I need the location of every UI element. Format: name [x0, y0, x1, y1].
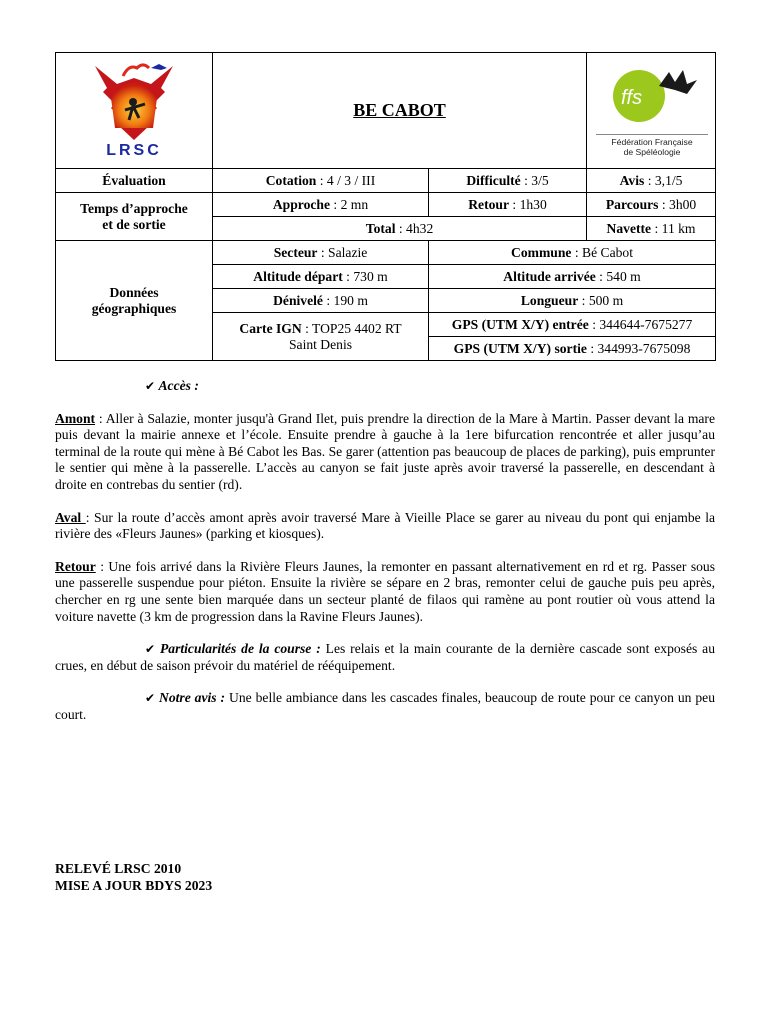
- ffs-logo-cell: [587, 53, 716, 169]
- geo-label-line2: géographiques: [91, 300, 177, 316]
- parcours-value: : 3h00: [658, 196, 697, 212]
- cotation-cell: [213, 169, 429, 193]
- info-table: [55, 52, 716, 361]
- checkmark-icon: ✔: [145, 642, 156, 657]
- ffs-line2: de Spéléologie: [623, 147, 681, 157]
- altitude-depart-cell: [213, 265, 429, 289]
- particularites-label: Particularités de la course :: [159, 641, 321, 657]
- temps-label-line1: Temps d’approche: [80, 200, 188, 216]
- lrsc-logo-cell: [56, 53, 213, 169]
- difficulte-label: Difficulté: [466, 172, 521, 188]
- gps-entree-label: GPS (UTM X/Y) entrée: [451, 316, 589, 332]
- avis-value: : 3,1/5: [644, 172, 683, 188]
- gps-entree-cell: [429, 313, 716, 337]
- parcours-cell: [587, 193, 716, 217]
- ffs-logo-mark: ffs: [621, 87, 643, 109]
- ffs-bat-icon: [601, 64, 701, 124]
- denivele-label: Dénivelé: [273, 292, 323, 308]
- difficulte-value: : 3/5: [520, 172, 549, 188]
- denivele-value: : 190 m: [322, 292, 368, 308]
- acces-heading: [55, 378, 715, 395]
- lrsc-logo-text: LRSC: [106, 142, 162, 159]
- altitude-depart-value: : 730 m: [342, 268, 388, 284]
- cotation-value: : 4 / 3 / III: [316, 172, 376, 188]
- footer-line2: MISE A JOUR BDYS 2023: [55, 878, 213, 893]
- amont-paragraph: [55, 411, 715, 494]
- gps-entree-value: : 344644-7675277: [588, 316, 693, 332]
- navette-value: : 11 km: [651, 220, 696, 236]
- secteur-cell: [213, 241, 429, 265]
- navette-label: Navette: [606, 220, 652, 236]
- page-title: BE CABOT: [353, 99, 446, 120]
- avis-label: Notre avis :: [159, 690, 226, 706]
- temps-label-line2: et de sortie: [102, 216, 166, 232]
- retour-text: : Une fois arrivé dans la Rivière Fleurs Jaunes, la remonter en passant alternativement en rd et rg. Passer sous une passerelle suspendue pour piéton. Ensuite la rivière se sépare en 2 bras, remonter celui de gauche puis peu après, chercher en rg une sente bien marquée dans un secteur planté de filaos qui ramène au pont routier où vous attend la voiture navette (3 km de progression dans la Ravine Fleurs Jaunes).: [55, 558, 715, 624]
- parcours-label: Parcours: [605, 196, 659, 212]
- carte-cell: [213, 313, 429, 361]
- approche-cell: [213, 193, 429, 217]
- avis-label: Avis: [619, 172, 645, 188]
- retour-paragraph: [55, 559, 715, 625]
- particularites-paragraph: [55, 641, 715, 674]
- altitude-depart-label: Altitude départ: [253, 268, 343, 284]
- secteur-label: Secteur: [273, 244, 318, 260]
- carte-label: Carte IGN: [239, 320, 302, 336]
- navette-cell: [587, 217, 716, 241]
- acces-heading-text: Accès :: [158, 378, 199, 393]
- retour-label: Retour: [468, 196, 510, 212]
- carte-value: : TOP25 4402 RT: [301, 320, 402, 336]
- description-body: [55, 378, 715, 724]
- altitude-arrivee-cell: [429, 265, 716, 289]
- particularites-text: Les relais et la main courante de la dernière cascade sont exposés au crues, en début de saison prévoir du matériel de rééquipement.: [55, 641, 715, 673]
- total-value: : 4h32: [395, 220, 434, 236]
- secteur-value: : Salazie: [317, 244, 368, 260]
- longueur-cell: [429, 289, 716, 313]
- lrsc-logo: [89, 58, 179, 163]
- avis-cell: [587, 169, 716, 193]
- gps-sortie-value: : 344993-7675098: [586, 340, 691, 356]
- commune-label: Commune: [511, 244, 572, 260]
- cotation-label: Cotation: [265, 172, 317, 188]
- approche-value: : 2 mn: [330, 196, 369, 212]
- geo-label: [56, 241, 213, 361]
- commune-cell: [429, 241, 716, 265]
- avis-text: Une belle ambiance dans les cascades finales, beaucoup de route pour ce canyon un peu court.: [55, 690, 715, 722]
- geo-label-line1: Données: [109, 284, 159, 300]
- gps-sortie-label: GPS (UTM X/Y) sortie: [453, 340, 587, 356]
- retour-value: : 1h30: [509, 196, 547, 212]
- avis-paragraph: [55, 690, 715, 723]
- aval-text: : Sur la route d’accès amont après avoir traversé Mare à Vieille Place se garer au niveau du pont qui enjambe la rivière des «Fleurs Jaunes» (parking et kiosques).: [55, 509, 716, 542]
- ffs-logo: [596, 64, 706, 157]
- amont-text: : Aller à Salazie, monter jusqu'à Grand Ilet, puis prendre la direction de la Mare à Martin. Passer devant la mare puis devant la mairie annexe et l’école. Ensuite prendre à gauche à la 1ere bifurcation rencontrée et aller jusqu’au terminal de la route qui mène à Bé Cabot les Bas. Se garer (attention pas beaucoup de places de parking), puis emprunter le sentier qui mène à la passerelle. L’accès au canyon se fait juste après avoir traversé la passerelle, en descendant à droite en contrebas du sentier (rd).: [55, 410, 715, 492]
- gps-sortie-cell: [429, 337, 716, 361]
- fiche-table: [55, 52, 715, 361]
- ffs-logo-caption: [596, 134, 708, 157]
- difficulte-cell: [429, 169, 587, 193]
- retour-cell: [429, 193, 587, 217]
- altitude-arrivee-label: Altitude arrivée: [503, 268, 596, 284]
- approche-label: Approche: [272, 196, 330, 212]
- amont-label: Amont: [55, 410, 96, 426]
- denivele-cell: [213, 289, 429, 313]
- aval-paragraph: [55, 510, 715, 543]
- evaluation-label: Évaluation: [56, 169, 213, 193]
- ffs-line1: Fédération Française: [611, 137, 693, 147]
- temps-label: [56, 193, 213, 241]
- volcano-bat-icon: [89, 58, 179, 144]
- footer-line1: RELEVÉ LRSC 2010: [55, 861, 182, 876]
- title-cell: [213, 53, 587, 169]
- commune-value: : Bé Cabot: [571, 244, 633, 260]
- retour-label: Retour: [55, 558, 96, 574]
- longueur-label: Longueur: [520, 292, 579, 308]
- altitude-arrivee-value: : 540 m: [595, 268, 641, 284]
- carte-value-line2: Saint Denis: [288, 336, 353, 352]
- total-cell: [213, 217, 587, 241]
- total-label: Total: [365, 220, 396, 236]
- longueur-value: : 500 m: [578, 292, 624, 308]
- checkmark-icon: ✔: [145, 379, 156, 393]
- aval-label: Aval: [55, 509, 86, 525]
- checkmark-icon: ✔: [145, 691, 156, 706]
- footer: [55, 860, 212, 894]
